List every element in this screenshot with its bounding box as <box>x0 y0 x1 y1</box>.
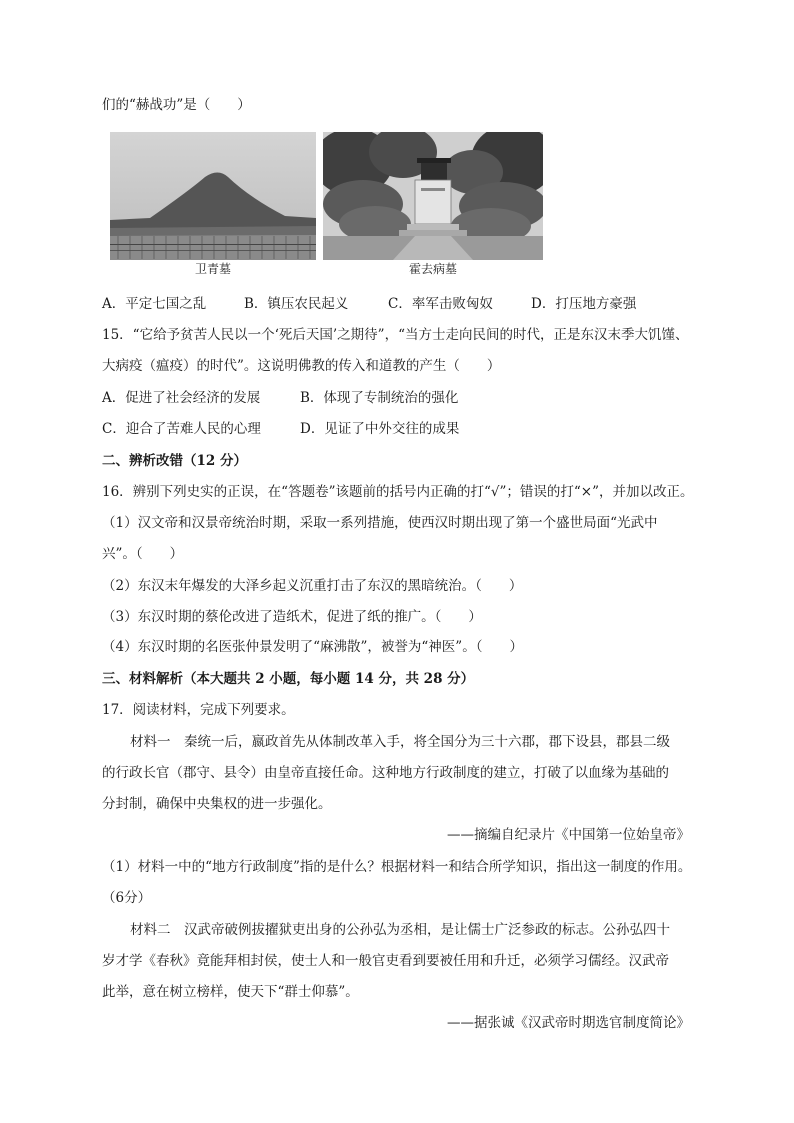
q17-material2-source: ——据张诚《汉武帝时期选官制度简论》 <box>447 1015 690 1031</box>
mound-tomb-photo <box>110 132 316 260</box>
q17-sub1-line1: （1）材料一中的“地方行政制度”指的是什么？根据材料一和结合所学知识，指出这一制度的作用。 <box>102 859 692 875</box>
section-2-title: 二、辨析改错（12 分） <box>102 453 247 469</box>
q14-option-a[interactable]: A．平定七国之乱 <box>102 296 207 312</box>
q17-material1-line3: 分封制，确保中央集权的进一步强化。 <box>102 796 332 812</box>
memorial-garden-photo <box>323 132 543 260</box>
q17-sub1-line2: （6分） <box>102 890 152 906</box>
photo-caption-huoqubing: 霍去病墓 <box>408 262 457 276</box>
q17-material1-source: ——摘编自纪录片《中国第一位始皇帝》 <box>447 827 690 843</box>
q17-material2-line3: 此举，意在树立榜样，使天下“群士仰慕”。 <box>102 984 359 1000</box>
q14-stem-tail: 们的“赫战功”是（ ） <box>102 97 251 113</box>
q14-option-d[interactable]: D．打压地方豪强 <box>531 296 637 312</box>
q17-material2-line2: 岁才学《春秋》竟能拜相封侯，使士人和一般官吏看到要被任用和升迁，必须学习儒经。汉武帝 <box>102 953 669 969</box>
q16-item1-line2: 兴”。（ ） <box>102 546 184 562</box>
q15-options-row2 <box>102 419 459 439</box>
q17-intro: 17．阅读材料，完成下列要求。 <box>102 702 295 718</box>
q14-options <box>102 294 636 314</box>
q16-item4: （4）东汉时期的名医张仲景发明了“麻沸散”，被誉为“神医”。（ ） <box>102 639 523 655</box>
q16-intro: 16．辨别下列史实的正误，在“答题卷”该题前的括号内正确的打“√”；错误的打“×”，并加以改正。 <box>102 484 694 500</box>
q17-material1-line2: 的行政长官（郡守、县令）由皇帝直接任命。这种地方行政制度的建立，打破了以血缘为基础的 <box>102 765 669 781</box>
q16-item2: （2）东汉末年爆发的大泽乡起义沉重打击了东汉的黑暗统治。（ ） <box>102 578 523 594</box>
q17-material2-line1: 材料二 汉武帝破例拔擢狱吏出身的公孙弘为丞相，是让儒士广泛参政的标志。公孙弘四十 <box>130 922 670 938</box>
q14-option-b[interactable]: B．镇压农民起义 <box>244 296 349 312</box>
section-3-title: 三、材料解析（本大题共 2 小题，每小题 14 分，共 28 分） <box>102 671 475 687</box>
q14-option-c[interactable]: C．率军击败匈奴 <box>388 296 493 312</box>
q15-options-row1 <box>102 388 458 408</box>
q16-item1-line1: （1）汉文帝和汉景帝统治时期，采取一系列措施，使西汉时期出现了第一个盛世局面“光武中 <box>102 515 658 531</box>
q15-option-a[interactable]: A．促进了社会经济的发展 <box>102 390 261 406</box>
q15-stem-line1: 15．“它给予贫苦人民以一个‘死后天国’之期待”，“当方士走向民间的时代，正是东汉末季大饥馑、 <box>102 327 689 343</box>
q15-option-c[interactable]: C．迎合了苦难人民的心理 <box>102 421 261 437</box>
q15-stem-line2: 大病疫（瘟疫）的时代”。这说明佛教的传入和道教的产生（ ） <box>102 358 501 374</box>
q15-option-d[interactable]: D．见证了中外交往的成果 <box>300 421 460 437</box>
q17-material1-line1: 材料一 秦统一后，嬴政首先从体制改革入手，将全国分为三十六郡，郡下设县，郡县二级 <box>130 734 670 750</box>
q16-item3: （3）东汉时期的蔡伦改进了造纸术，促进了纸的推广。（ ） <box>102 609 482 625</box>
q15-option-b[interactable]: B．体现了专制统治的强化 <box>300 390 459 406</box>
photo-caption-weiqing: 卫青墓 <box>194 262 231 276</box>
